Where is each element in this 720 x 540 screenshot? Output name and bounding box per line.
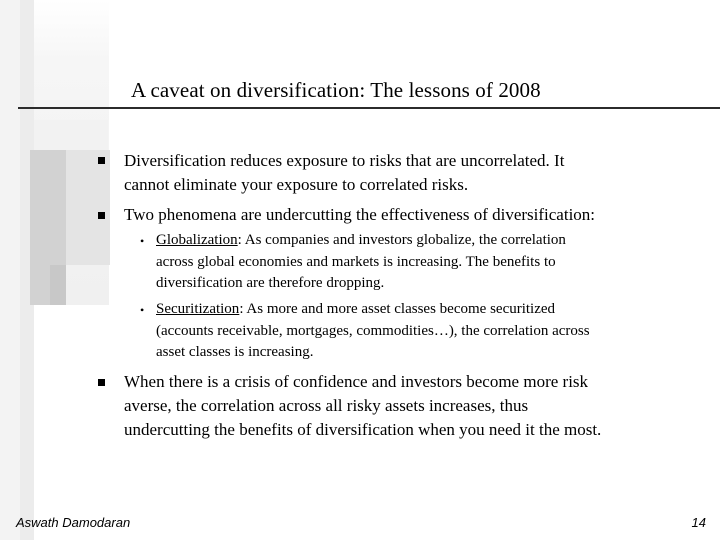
square-bullet-icon bbox=[98, 212, 105, 219]
sub-bullet-1-line-3: diversification are therefore dropping. bbox=[156, 275, 385, 291]
left-decor-bar-1 bbox=[0, 0, 20, 540]
bullet-2-line-1: Two phenomena are undercutting the effectiveness of diversification: bbox=[124, 205, 596, 224]
bullet-3-line-2: averse, the correlation across all risky assets increases, thus bbox=[124, 396, 529, 415]
sub-bullet-1-line-1-rest: : As companies and investors globalize, the correlation bbox=[237, 232, 566, 248]
sub-bullet-1-line-1 bbox=[156, 230, 566, 251]
left-decor-block-light bbox=[66, 150, 110, 265]
sub-bullet-1-term: Globalization bbox=[156, 232, 238, 248]
sub-bullet-2-line-1-rest: : As more and more asset classes become securitized bbox=[239, 301, 556, 317]
bullet-3-line-1: When there is a crisis of confidence and investors become more risk bbox=[124, 372, 589, 391]
bullet-1-line-1: Diversification reduces exposure to risks that are uncorrelated. It bbox=[124, 151, 565, 170]
sub-bullet-2-line-3: asset classes is increasing. bbox=[156, 344, 314, 360]
page-number: 14 bbox=[691, 515, 706, 530]
sub-bullet-dot-icon: • bbox=[140, 303, 145, 317]
sub-bullet-2-line-2: (accounts receivable, mortgages, commodities…), the correlation across bbox=[156, 323, 590, 339]
left-decor-block-darker bbox=[50, 265, 66, 305]
left-decor-bar-4 bbox=[34, 120, 108, 150]
sub-bullet-dot-icon: • bbox=[140, 234, 145, 248]
title-divider bbox=[18, 107, 720, 109]
square-bullet-icon bbox=[98, 157, 105, 164]
sub-bullet-1-line-2: across global economies and markets is increasing. The benefits to bbox=[156, 254, 556, 270]
slide-title: A caveat on diversification: The lessons of 2008 bbox=[131, 78, 541, 102]
bullet-3-line-3: undercutting the benefits of diversification when you need it the most. bbox=[124, 420, 602, 439]
bullet-1-line-2: cannot eliminate your exposure to correlated risks. bbox=[124, 175, 469, 194]
sub-bullet-2-line-1 bbox=[156, 299, 555, 320]
sub-bullet-2-term: Securitization bbox=[156, 301, 240, 317]
square-bullet-icon bbox=[98, 379, 105, 386]
footer-author: Aswath Damodaran bbox=[16, 515, 131, 530]
